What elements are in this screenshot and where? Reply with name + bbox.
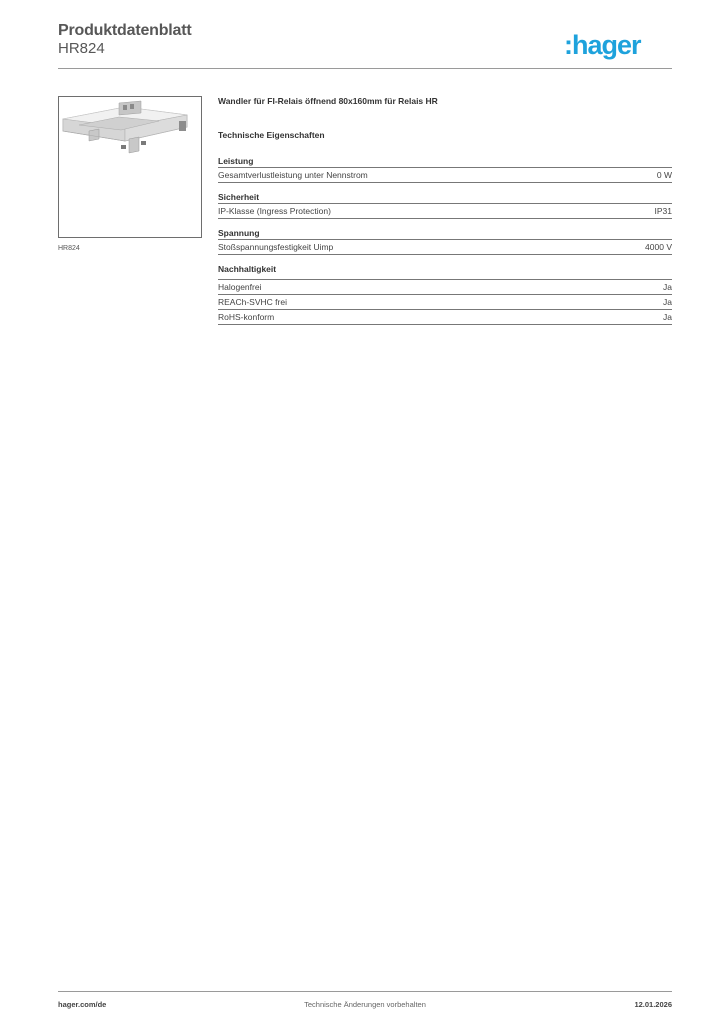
property-value: Ja — [663, 297, 672, 307]
page-header — [58, 20, 672, 69]
property-label: IP-Klasse (Ingress Protection) — [218, 206, 331, 216]
property-row — [218, 294, 672, 309]
footer-website: hager.com/de — [58, 1000, 107, 1009]
property-label: Halogenfrei — [218, 282, 262, 292]
property-group-nachhaltigkeit — [218, 264, 672, 325]
property-group-spannung — [218, 228, 672, 255]
product-image — [58, 96, 202, 238]
property-value: 0 W — [656, 170, 672, 180]
hager-logo-text: :hager — [564, 30, 641, 60]
property-value: Ja — [663, 312, 672, 322]
property-label: RoHS-konform — [218, 312, 275, 322]
transformer-illustration — [59, 97, 201, 237]
property-value: Ja — [663, 282, 672, 292]
product-details — [218, 96, 672, 334]
group-title: Leistung — [218, 156, 254, 166]
page-footer — [58, 991, 672, 1012]
group-title: Spannung — [218, 228, 260, 238]
footer-notice: Technische Änderungen vorbehalten — [304, 1000, 426, 1009]
group-title: Sicherheit — [218, 192, 260, 202]
document-subtitle: HR824 — [58, 40, 105, 57]
property-row — [218, 309, 672, 325]
property-label: Stoßspannungsfestigkeit Uimp — [218, 242, 334, 252]
footer-date: 12.01.2026 — [634, 1000, 672, 1009]
property-row — [218, 279, 672, 294]
property-label: Gesamtverlustleistung unter Nennstrom — [218, 170, 368, 180]
property-value: 4000 V — [645, 242, 672, 252]
property-row — [218, 203, 672, 219]
property-group-sicherheit — [218, 192, 672, 219]
property-value: IP31 — [654, 206, 672, 216]
group-title: Nachhaltigkeit — [218, 264, 277, 274]
section-heading: Technische Eigenschaften — [218, 130, 325, 140]
property-group-leistung — [218, 156, 672, 183]
property-row — [218, 167, 672, 183]
hager-logo — [564, 30, 654, 62]
property-label: REACh-SVHC frei — [218, 297, 287, 307]
document-title: Produktdatenblatt — [58, 22, 192, 39]
property-row — [218, 239, 672, 255]
product-description: Wandler für FI-Relais öffnend 80x160mm für Relais HR — [218, 96, 438, 106]
image-caption: HR824 — [58, 245, 80, 252]
